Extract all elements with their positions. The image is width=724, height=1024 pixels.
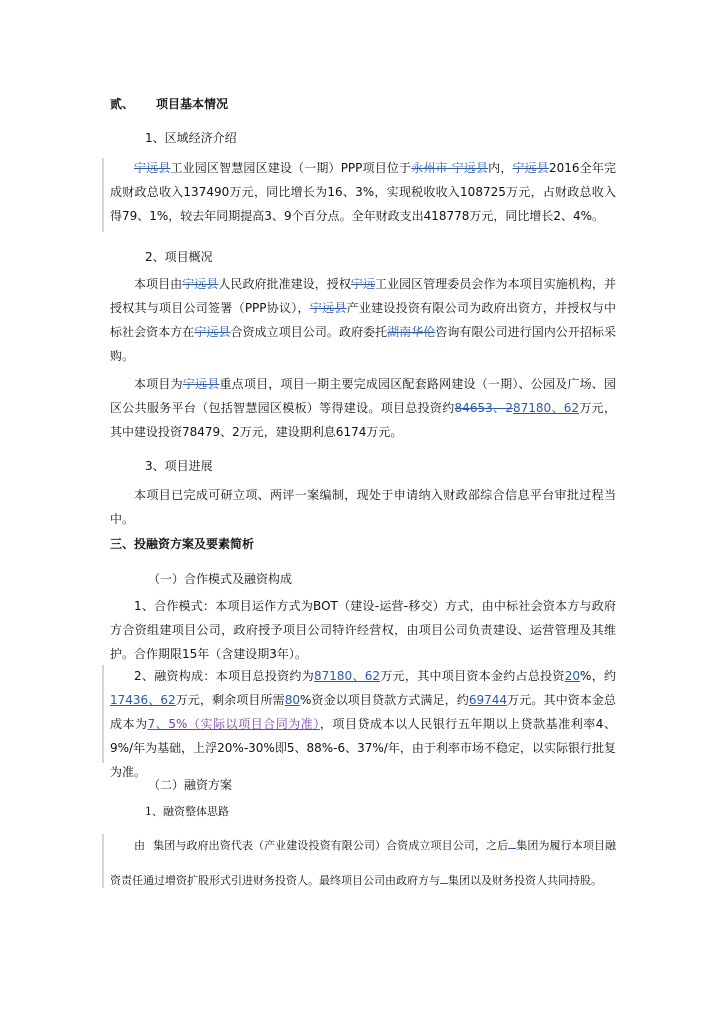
blank-underline <box>440 871 448 884</box>
section-2-title: 项目基本情况 <box>156 97 229 111</box>
tracked-deletion: 宁远县 <box>134 161 171 175</box>
paragraph-cooperation-model: 1、合作模式：本项目运作方式为BOT（建设-运营-移交）方式，由中标社会资本方与政府方合资组建项目公司，政府授予项目公司特许经营权，由项目公司负责建设、运营管理及其维护。合作期限15年（含建设期3年）。 <box>110 599 616 661</box>
subsection-2-heading: 2、项目概况 <box>145 250 213 264</box>
section-3-heading: 三、投融资方案及要素简析 <box>110 537 255 551</box>
tracked-deletion: 宁远县 <box>451 161 489 175</box>
section-2-heading <box>110 95 616 112</box>
paragraph-financing-idea: 由 集团与政府出资代表（产业建设投资有限公司）合资成立项目公司，之后 集团为履行本项目融资责任通过增资扩股形式引进财务投资人。最终项目公司由政府方与 集团以及财务投资人共同持股。 <box>110 828 616 898</box>
tracked-insertion: 87180、62 <box>513 401 580 415</box>
blank-underline <box>508 836 516 849</box>
subsection-overall-idea-heading: 1、融资整体思路 <box>145 805 229 818</box>
tracked-insertion: 80 <box>284 693 300 707</box>
paragraph-regional-economy: 宁远县工业园区智慧园区建设（一期）PPP项目位于永州市 宁远县内，宁远县2016全年完成财政总收入137490万元，同比增长为16、3%，实现税收收入108725万元，占财政总收入得79、1%，较去年同期提高3、9个百分点。全年财政支出418778万元，同比增长2、4%。 <box>110 161 616 223</box>
section-2-number: 贰、 <box>110 97 135 111</box>
tracked-deletion: 84653 <box>454 401 493 415</box>
subsection-1-heading: 1、区域经济介绍 <box>145 131 237 145</box>
tracked-insertion: 17436、62 <box>110 693 176 707</box>
paragraph-progress: 本项目已完成可研立项、两评一案编制，现处于申请纳入财政部综合信息平台审批过程当中。 <box>110 488 616 526</box>
tracked-insertion: 69744 <box>468 693 508 707</box>
tracked-deletion: 宁远县 <box>512 161 549 175</box>
change-bar <box>102 158 104 232</box>
paragraph-key-project: 本项目为宁远县重点项目，项目一期主要完成园区配套路网建设（一期）、公园及广场、园区公共服务平台（包括智慧园区模板）等得建设。项目总投资约84653、287180、62万元，其中建设投资78479、2万元，建设期利息6174万元。 <box>110 377 616 439</box>
tracked-deletion: 宁远县 <box>182 377 220 391</box>
tracked-deletion: 宁远县 <box>309 301 347 315</box>
subsection-cooperation-heading: （一）合作模式及融资构成 <box>148 572 293 586</box>
change-bar <box>102 834 104 888</box>
tracked-insertion: 87180、62 <box>314 669 381 683</box>
paragraph-project-overview: 本项目由宁远县人民政府批准建设，授权宁远工业园区管理委员会作为本项目实施机构，并授权其与项目公司签署（PPP协议），宁远县产业建设投资有限公司为政府出资方，并授权与中标社会资本方在宁远县合资成立项目公司。政府委托湖南华伦咨询有限公司进行国内公开招标采购。 <box>110 277 616 363</box>
tracked-deletion: 宁远县 <box>182 277 219 291</box>
subsection-financing-plan-heading: （二）融资方案 <box>148 778 233 792</box>
tracked-insertion: 7、5%（实际以项目合同为准） <box>147 717 320 731</box>
subsection-3-heading: 3、项目进展 <box>145 459 213 473</box>
tracked-deletion: 永州市 <box>411 161 448 175</box>
tracked-insertion: 20 <box>564 669 580 683</box>
blank-underline <box>145 837 153 849</box>
paragraph-financing-structure: 2、融资构成：本项目总投资约为87180、62万元，其中项目资本金约占总投资20%，约17436、62万元，剩余项目所需80%资金以项目贷款方式满足，约69744万元。其中资本金总成本为7、5%（实际以项目合同为准），项目贷成本以人民银行五年期以上贷款基准利率4、9%/年为基础，上浮20%-30%即5、88%-6、37%/年，由于利率市场不稳定，以实际银行批复为准。 <box>110 669 616 779</box>
tracked-deletion: 宁远县 <box>194 325 231 339</box>
tracked-deletion: 湖南华伦 <box>387 325 436 339</box>
change-bar <box>102 665 104 763</box>
tracked-deletion: 宁远 <box>350 277 376 291</box>
